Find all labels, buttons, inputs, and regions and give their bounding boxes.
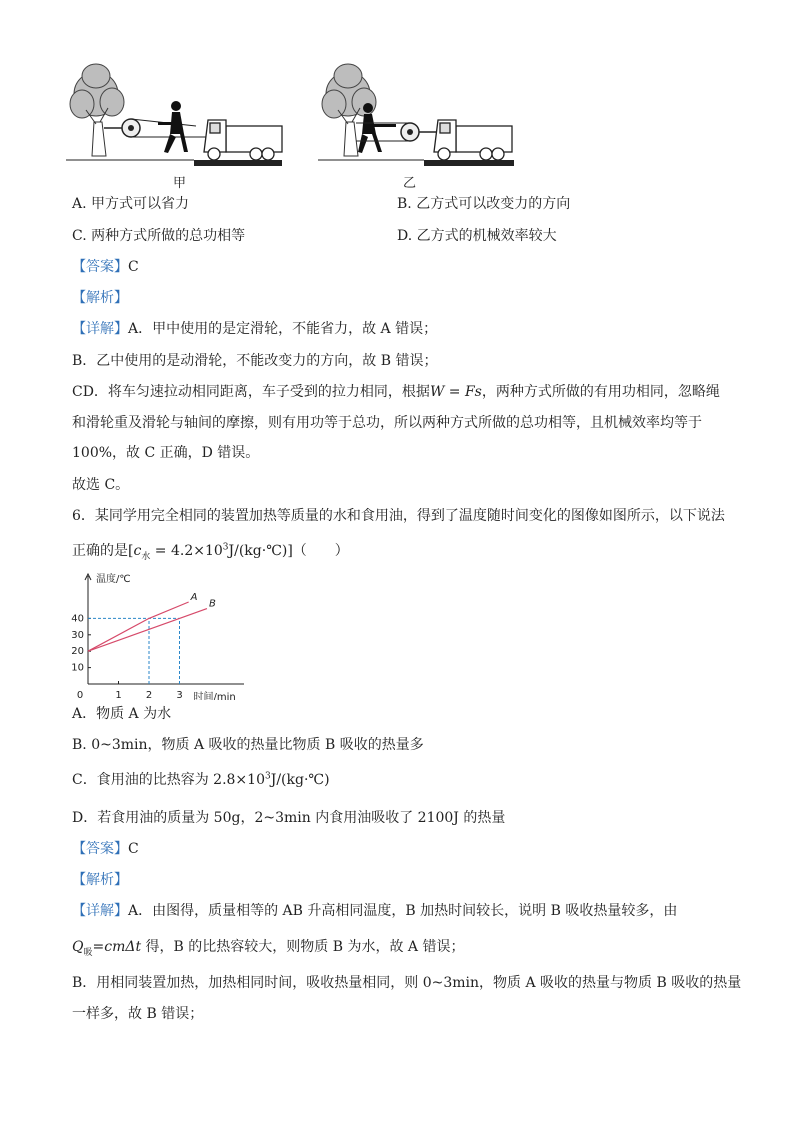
series-line-A xyxy=(88,602,189,651)
y-tick-label: 10 xyxy=(71,662,84,674)
answer-value: C xyxy=(128,259,139,275)
q6-detail-line-3: B．用相同装置加热，加热相同时间，吸收热量相同，则 0~3min，物质 A 吸收的热量与物质 B 吸收的热量 xyxy=(72,975,742,991)
truck-icon xyxy=(204,120,282,160)
analysis-tag: 【解析】 xyxy=(72,872,128,888)
figure-yi-caption: 乙 xyxy=(403,176,417,191)
q6-option-b: B. 0~3min，物质 A 吸收的热量比物质 B 吸收的热量多 xyxy=(72,737,424,753)
q5-detail-line-2: B．乙中使用的是动滑轮，不能改变力的方向，故 B 错误； xyxy=(72,353,438,369)
x-tick-label: 2 xyxy=(145,690,153,700)
tree-icon xyxy=(70,64,124,118)
y-axis-label: 温度/℃ xyxy=(96,574,131,585)
q5-detail-line-6: 故选 C。 xyxy=(72,477,130,493)
q5-detail-line-1: 【详解】A．甲中使用的是定滑轮，不能省力，故 A 错误； xyxy=(72,321,438,337)
q6-stem-line-2: 正确的是[$c_水$ = $4.2\times 10^3J/(kg\cdot℃)$]（ ） xyxy=(72,542,349,562)
q5-option-a: A. 甲方式可以省力 xyxy=(72,196,190,212)
formula-q-cmdt: Q xyxy=(72,939,84,955)
q5-option-d: D. 乙方式的机械效率较大 xyxy=(397,228,557,244)
truck-icon xyxy=(434,120,512,160)
figure-jia xyxy=(66,62,286,172)
q6-option-c: C．食用油的比热容为 $2.8\times 10^3J/(kg\cdot℃)$ xyxy=(72,771,330,788)
q6-answer xyxy=(72,838,139,858)
figure-yi xyxy=(318,62,538,172)
q6-detail-line-4: 一样多，故 B 错误； xyxy=(72,1006,204,1022)
q5-detail-line-4: 和滑轮重及滑轮与轴间的摩擦，则有用功等于总功，所以两种方式所做的总功相等，且机械效率均等于 xyxy=(72,415,702,431)
q5-detail-line-5: 100%，故 C 正确，D 错误。 xyxy=(72,445,260,461)
y-tick-label: 30 xyxy=(71,629,84,641)
answer-tag: 【答案】 xyxy=(72,259,128,275)
q6-option-a: A．物质 A 为水 xyxy=(72,706,172,722)
q5-analysis-heading xyxy=(72,287,128,307)
series-line-B xyxy=(88,609,207,652)
x-tick-label: 0 xyxy=(76,690,84,700)
figure-jia-caption: 甲 xyxy=(173,176,187,191)
analysis-tag: 【解析】 xyxy=(72,290,128,306)
detail-tag: 【详解】 xyxy=(72,903,128,919)
y-tick-label: 20 xyxy=(71,646,84,658)
q5-option-c: C. 两种方式所做的总功相等 xyxy=(72,228,246,244)
person-icon xyxy=(158,101,188,153)
q5-option-b: B. 乙方式可以改变力的方向 xyxy=(397,196,571,212)
x-tick-label: 1 xyxy=(115,690,122,700)
series-label-A: A xyxy=(190,592,198,603)
y-tick-label: 40 xyxy=(71,613,84,625)
answer-value: C xyxy=(128,841,139,857)
person-icon xyxy=(358,103,396,153)
q6-detail-line-2: $Q_吸=cm\Delta t$ 得，B 的比热容较大，则物质 B 为水，故 A 错误； xyxy=(72,939,465,958)
q6-detail-line-1: 【详解】A．由图得，质量相等的 AB 升高相同温度，B 加热时间较长，说明 B 吸收热量较多，由 xyxy=(72,903,678,919)
answer-tag: 【答案】 xyxy=(72,841,128,857)
q6-analysis-heading xyxy=(72,869,128,889)
q5-detail-line-3: CD．将车匀速拉动相同距离，车子受到的拉力相同，根据W = Fs，两种方式所做的有用功相同，忽略绳 xyxy=(72,384,720,400)
temperature-time-chart xyxy=(62,570,252,700)
formula-w-fs: W = Fs xyxy=(429,384,482,400)
series-label-B: B xyxy=(208,598,216,610)
detail-tag: 【详解】 xyxy=(72,321,128,337)
q6-stem-line-1: 6．某同学用完全相同的装置加热等质量的水和食用油，得到了温度随时间变化的图像如图所示，以下说法 xyxy=(72,508,725,524)
x-tick-label: 3 xyxy=(176,690,183,700)
q6-option-d: D．若食用油的质量为 50g，2~3min 内食用油吸收了 2100J 的热量 xyxy=(72,810,506,826)
x-axis-label: 时间/min xyxy=(193,692,236,700)
q5-answer xyxy=(72,256,139,276)
